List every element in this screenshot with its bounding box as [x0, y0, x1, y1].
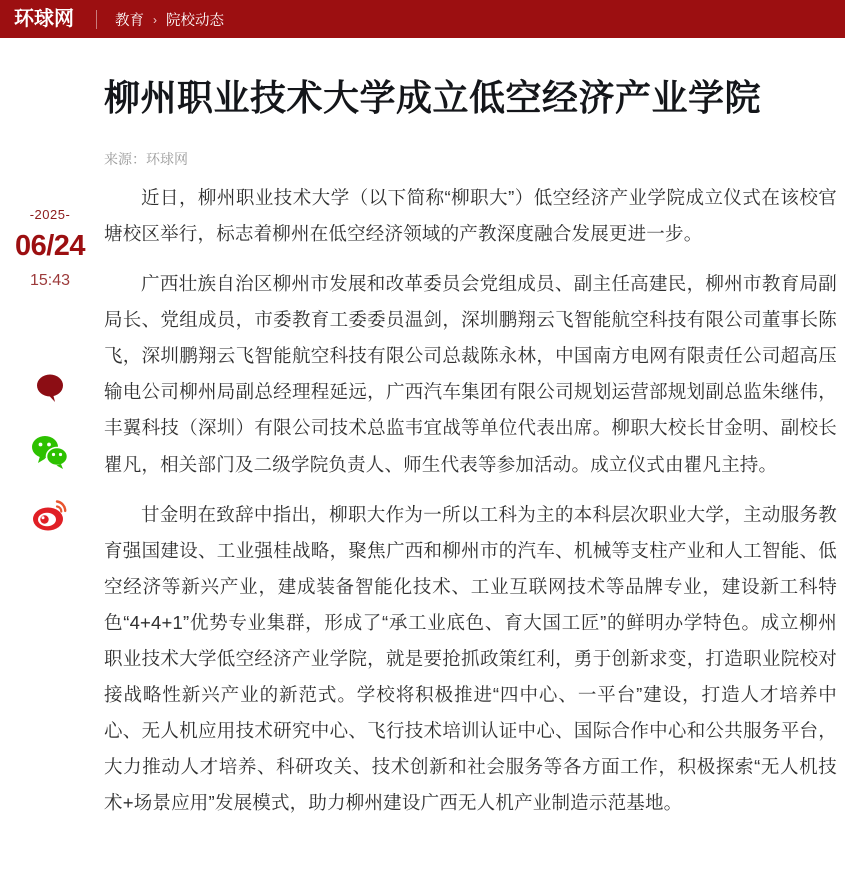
site-logo[interactable]: 环球网 — [14, 6, 74, 30]
publish-time: 15:43 — [29, 272, 71, 289]
comment-icon — [31, 369, 69, 407]
breadcrumb-item-campus-news[interactable]: 院校动态 — [166, 12, 224, 29]
chevron-right-icon: › — [153, 13, 157, 27]
breadcrumb-item-education[interactable]: 教育 — [115, 12, 144, 29]
article-paragraph: 广西壮族自治区柳州市发展和改革委员会党组成员、副主任高建民，柳州市教育局副局长、党组成员，市委教育工委委员温剑，深圳鹏翔云飞智能航空科技有限公司董事长陈飞，深圳鹏翔云飞智能航空科技有限公司总裁陈永林，中国南方电网有限责任公司超高压输电公司柳州局副总经理程延远，广西汽车集团有限公司规划运营部规划副总监朱继伟，丰翼科技（深圳）有限公司技术总监韦宜战等单位代表出席。柳职大校长甘金明、副校长瞿凡，相关部门及二级学院负责人、师生代表等参加活动。成立仪式由瞿凡主持。 — [104, 273, 837, 475]
article-paragraph: 甘金明在致辞中指出，柳职大作为一所以工科为主的本科层次职业大学，主动服务教育强国建设、工业强桂战略，聚焦广西和柳州市的汽车、机械等支柱产业和人工智能、低空经济等新兴产业，建成装备智能化技术、工业互联网技术等品牌专业，建设新工科特色“4+4+1”优势专业集群，形成了“承工业底色、育大国工匠”的鲜明办学特色。成立柳州职业技术大学低空经济产业学院，就是要抢抓政策红利，勇于创新求变，打造职业院校对接战略性新兴产业的新范式。学校将积极推进“四中心、一平台”建设，打造人才培养中心、无人机应用技术研究中心、飞行技术培训认证中心、国际合作中心和公共服务平台，大力推动人才培养、科研攻关、技术创新和社会服务等各方面工作，积极探索“无人机技术+场景应用”发展模式，助力柳州建设广西无人机产业制造示范基地。 — [104, 503, 837, 814]
article-body — [104, 180, 837, 821]
weibo-share-button[interactable] — [29, 495, 71, 537]
article-container — [100, 38, 845, 885]
left-rail — [0, 38, 100, 885]
publish-date: 06/24 — [14, 230, 86, 262]
wechat-share-button[interactable] — [29, 431, 71, 473]
wechat-icon — [30, 433, 70, 471]
article-paragraph: 近日，柳州职业技术大学（以下简称“柳职大”）低空经济产业学院成立仪式在该校官塘校区举行，标志着柳州在低空经济领域的产教深度融合发展更进一步。 — [104, 187, 837, 245]
site-header — [0, 0, 845, 38]
comment-button[interactable] — [29, 367, 71, 409]
page-body — [0, 38, 845, 885]
weibo-icon — [31, 497, 69, 535]
breadcrumb — [115, 9, 224, 30]
header-divider — [96, 10, 97, 29]
article-source: 来源：环球网 — [104, 151, 188, 168]
share-buttons — [29, 367, 71, 537]
article-title: 柳州职业技术大学成立低空经济产业学院 — [104, 78, 762, 119]
publish-year: -2025- — [29, 207, 71, 222]
